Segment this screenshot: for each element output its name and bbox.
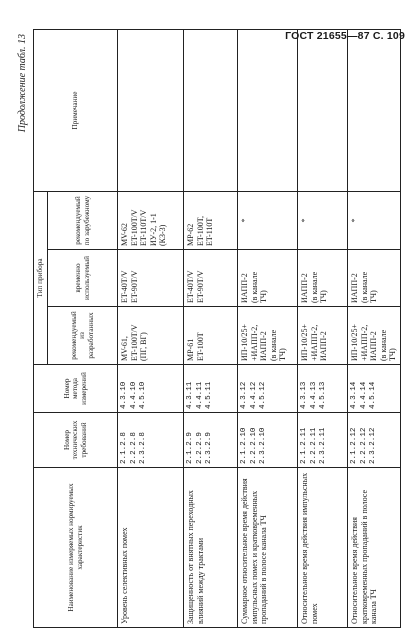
- cell-method-number: 4.3.14 4.4.14 4.5.14: [348, 365, 401, 413]
- header-recommended: рекомендуемый из разработанных: [48, 307, 118, 365]
- header-characteristic: Наименование измеряемых нормируемых характеристик: [34, 468, 118, 628]
- cell-characteristic: Относительное время действия импульсных помех: [298, 468, 348, 628]
- cell-req-number: 2.1.2.10 2.2.2.10 2.3.2.10: [238, 413, 298, 468]
- cell-recommended-purchase: MP-62 ET-100T, ET-110T: [184, 192, 238, 250]
- cell-temporary: ET-40T/V ET-90T/V: [118, 250, 184, 307]
- cell-method-number: 4.3.10 4.4.10 4.5.10: [118, 365, 184, 413]
- cell-recommended: MP-61 ET-100T: [184, 307, 238, 365]
- table-continuation-caption: Продолжение табл. 13: [17, 34, 28, 133]
- cell-characteristic: Защищенность от внятных переходных влияний между трактами: [184, 468, 238, 628]
- cell-characteristic: Суммарное относительное время действия импульсных помех и кратковременных пропаданий в полосе канала ТЧ: [238, 468, 298, 628]
- cell-characteristic: Уровень селективных помех: [118, 468, 184, 628]
- cell-method-number: 4.3.13 4.4.13 4.5.13: [298, 365, 348, 413]
- cell-recommended-purchase: MV-62 ET-100T/V ET-110T/V ИУ-2, 1-1 (КЗ-3): [118, 192, 184, 250]
- cell-temporary: ET-40T/V ET-90T/V: [184, 250, 238, 307]
- page-header: ГОСТ 21655—87 С. 109: [285, 30, 405, 42]
- cell-req-number: 2.1.2.11 2.2.2.11 2.3.2.11: [298, 413, 348, 468]
- cell-temporary: ИАПП-2 (в канале ТЧ): [348, 250, 401, 307]
- header-temporary: временно используемый: [48, 250, 118, 307]
- cell-method-number: 4.3.12 4.4.12 4.5.12: [238, 365, 298, 413]
- cell-recommended: MV-61, ET-100T/V (ПГ, ВГ): [118, 307, 184, 365]
- cell-recommended: ИП-10/25+ +ИАПП-2, ИАПП-2 (в канале ТЧ): [348, 307, 401, 365]
- cell-recommended-purchase: *: [238, 192, 298, 250]
- cell-characteristic: Относительное время действия кратковременных пропаданий в полосе канала ТЧ: [348, 468, 401, 628]
- cell-req-number: 2.1.2.12 2.2.2.12 2.3.2.12: [348, 413, 401, 468]
- cell-note: [238, 30, 298, 192]
- cell-req-number: 2.1.2.8 2.2.2.8 2.3.2.8: [118, 413, 184, 468]
- cell-recommended-purchase: *: [298, 192, 348, 250]
- cell-note: [348, 30, 401, 192]
- header-req-number: Номер технических требований: [34, 413, 118, 468]
- header-device-type: Тип прибора: [34, 192, 48, 365]
- header-note: Примечание: [34, 30, 118, 192]
- cell-recommended-purchase: *: [348, 192, 401, 250]
- cell-note: [298, 30, 348, 192]
- cell-note: [118, 30, 184, 192]
- cell-recommended: ИП-10/25+ +ИАПП-2, ИАПП-2 (в канале ТЧ): [238, 307, 298, 365]
- header-recommended-purchase: рекомендуемый по зарубежному: [48, 192, 118, 250]
- cell-note: [184, 30, 238, 192]
- header-method-number: Номер метода измерений: [34, 365, 118, 413]
- cell-temporary: ИАПП-2 (в канале ТЧ): [298, 250, 348, 307]
- cell-method-number: 4.3.11 4.4.11 4.5.11: [184, 365, 238, 413]
- cell-recommended: ИП-10/25+ +ИАПП-2, ИАПП-2: [298, 307, 348, 365]
- table-row: [238, 30, 298, 628]
- cell-temporary: ИАПП-2 (в канале ТЧ): [238, 250, 298, 307]
- cell-req-number: 2.1.2.9 2.2.2.9 2.3.2.9: [184, 413, 238, 468]
- rotated-table-block: [17, 30, 399, 628]
- table-row: [298, 30, 348, 628]
- table-row: [348, 30, 401, 628]
- table-row: [184, 30, 238, 628]
- table-row: [118, 30, 184, 628]
- gost-table-13: [33, 29, 401, 628]
